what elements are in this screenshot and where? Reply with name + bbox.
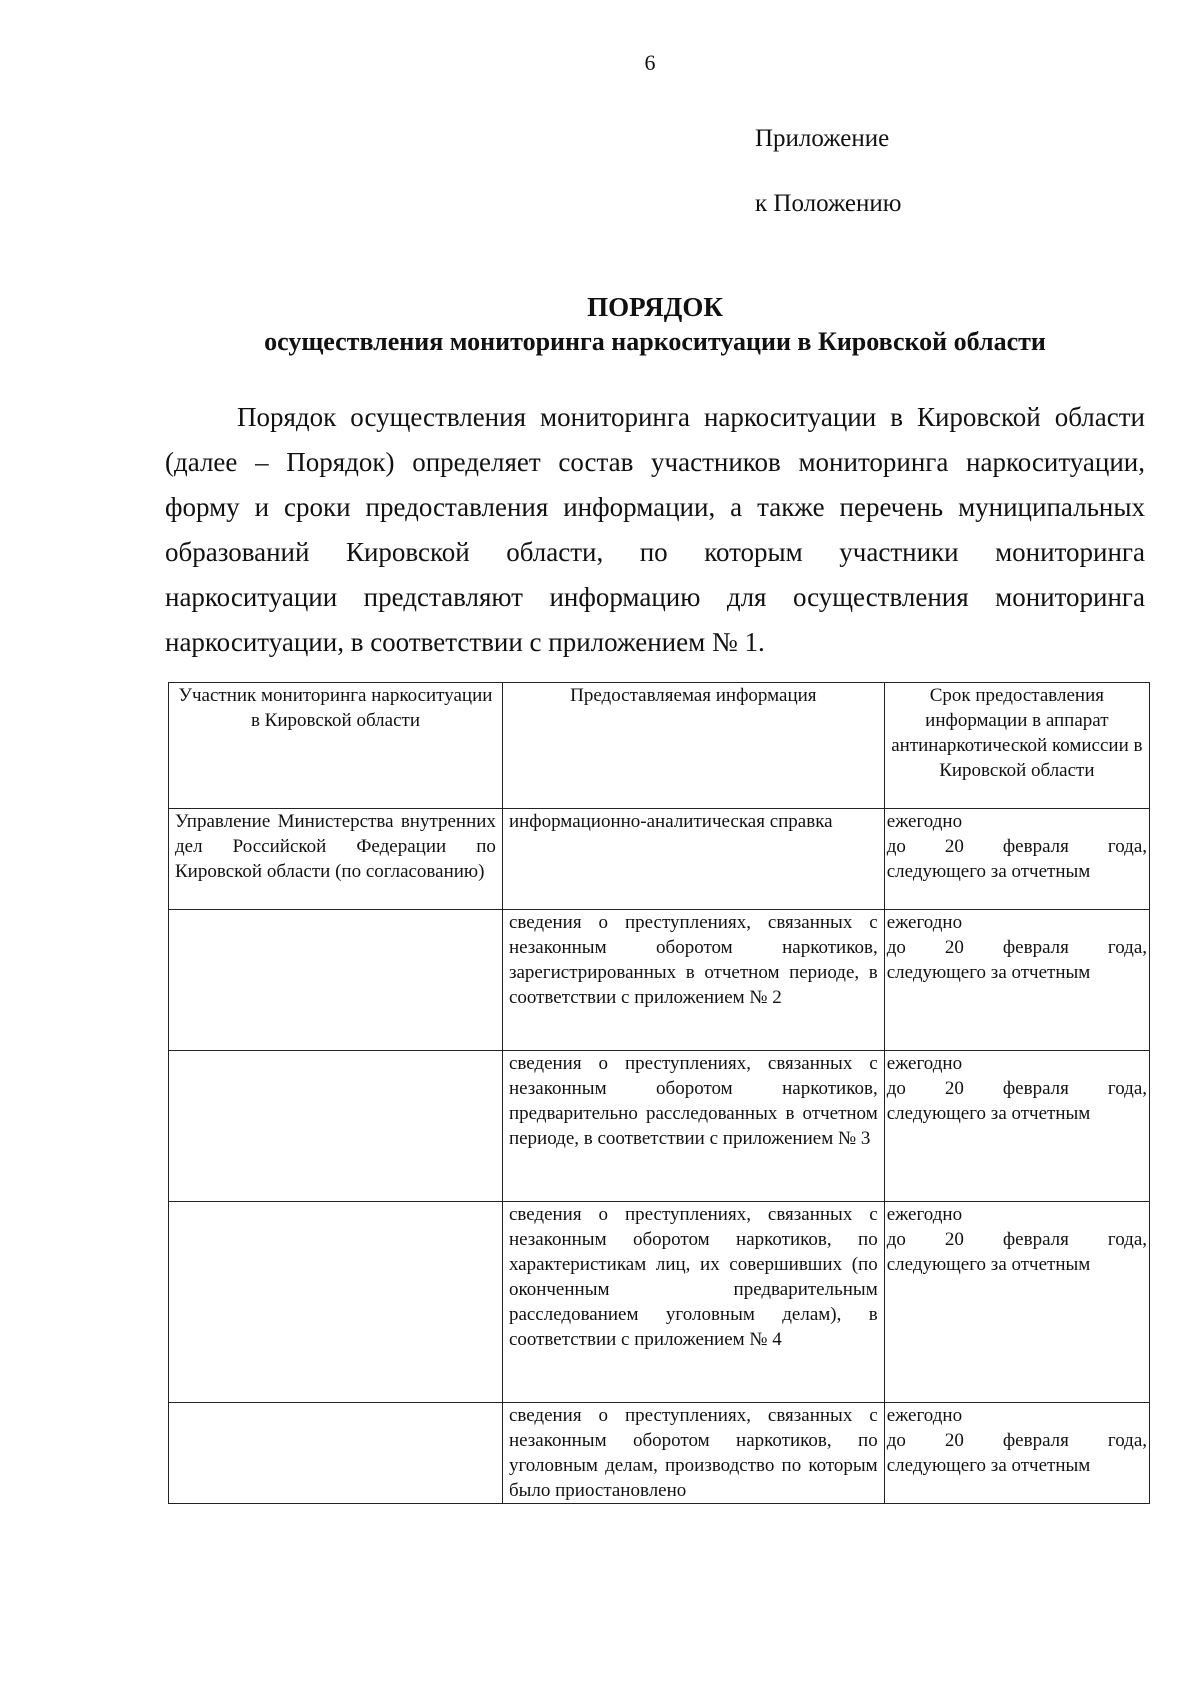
intro-paragraph: Порядок осуществления мониторинга наркоситуации в Кировской области (далее – Порядок) определяет состав участников мониторинга наркоситуации, форму и сроки предоставления информации, а также перечень муниципальных образований Кировской области, по которым участники мониторинга наркоситуации представляют информацию для осуществления мониторинга наркоситуации, в соответствии с приложением № 1. (165, 402, 1145, 657)
term-frequency: ежегодно (886, 811, 963, 832)
table-row (169, 1051, 1150, 1202)
cell-participant (169, 1403, 503, 1504)
term-period: следующего за отчетным (886, 1254, 1091, 1275)
document-title: ПОРЯДОК (587, 292, 723, 322)
cell-information: сведения о преступлениях, связанных с незаконным оборотом наркотиков, зарегистрированных в отчетном периоде, в соответствии с приложением № 2 (502, 910, 884, 1051)
cell-information: сведения о преступлениях, связанных с незаконным оборотом наркотиков, предварительно расследованных в отчетном периоде, в соответствии с приложением № 3 (502, 1051, 884, 1202)
term-deadline: до 20 февраля года, (886, 1430, 1147, 1451)
header-participant: Участник мониторинга наркоситуации в Кировской области (169, 683, 503, 809)
term-frequency: ежегодно (886, 1053, 963, 1074)
cell-term (884, 1202, 1149, 1403)
term-period: следующего за отчетным (886, 962, 1091, 983)
term-period: следующего за отчетным (886, 1455, 1091, 1476)
header-term: Срок предоставления информации в аппарат антинаркотической комиссии в Кировской области (884, 683, 1149, 809)
term-deadline: до 20 февраля года, (886, 836, 1147, 857)
cell-information: сведения о преступлениях, связанных с незаконным оборотом наркотиков, по характеристикам лиц, их совершивших (по оконченным предварительным расследованием уголовным делам), в соответствии с приложением № 4 (502, 1202, 884, 1403)
cell-participant (169, 1051, 503, 1202)
cell-term (884, 1403, 1149, 1504)
term-deadline: до 20 февраля года, (886, 1229, 1147, 1250)
monitoring-table (168, 682, 1150, 1504)
term-period: следующего за отчетным (886, 1103, 1091, 1124)
table-row (169, 1403, 1150, 1504)
table-row (169, 1202, 1150, 1403)
term-deadline: до 20 февраля года, (886, 1078, 1147, 1099)
term-period: следующего за отчетным (886, 861, 1091, 882)
page-number: 6 (644, 50, 656, 75)
cell-participant (169, 910, 503, 1051)
cell-participant (169, 1202, 503, 1403)
cell-term (884, 1051, 1149, 1202)
term-frequency: ежегодно (886, 912, 963, 933)
term-frequency: ежегодно (886, 1204, 963, 1225)
table-header-row (169, 683, 1150, 809)
term-frequency: ежегодно (886, 1405, 963, 1426)
cell-participant: Управление Министерства внутренних дел Российской Федерации по Кировской области (по согласованию) (169, 809, 503, 910)
header-information: Предоставляемая информация (502, 683, 884, 809)
document-subtitle: осуществления мониторинга наркоситуации в Кировской области (264, 327, 1046, 356)
table-row (169, 910, 1150, 1051)
table-row (169, 809, 1150, 910)
cell-term (884, 910, 1149, 1051)
cell-information: сведения о преступлениях, связанных с незаконным оборотом наркотиков, по уголовным делам, производство по которым было приостановлено (502, 1403, 884, 1504)
cell-term (884, 809, 1149, 910)
appendix-reference: к Положению (755, 190, 902, 217)
appendix-label: Приложение (755, 125, 890, 152)
cell-information: информационно-аналитическая справка (502, 809, 884, 910)
term-deadline: до 20 февраля года, (886, 937, 1147, 958)
